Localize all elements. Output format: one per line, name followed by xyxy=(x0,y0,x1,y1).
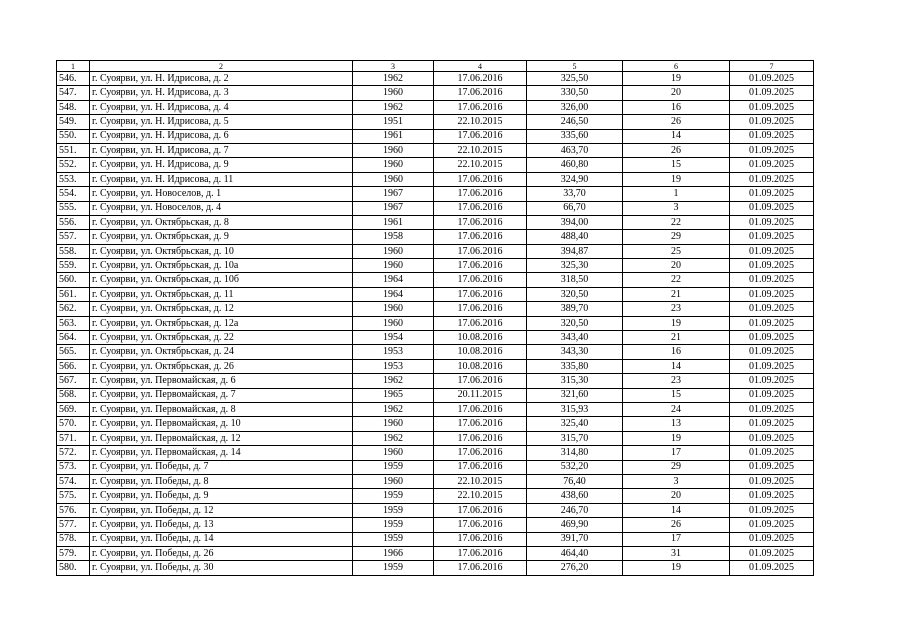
row-number-cell: 578. xyxy=(57,532,90,546)
row-number-cell: 571. xyxy=(57,431,90,445)
address-cell: г. Суоярви, ул. Октябрьская, д. 10а xyxy=(90,259,353,273)
area-cell: 532,20 xyxy=(527,460,623,474)
count-cell: 15 xyxy=(623,158,730,172)
row-number-cell: 547. xyxy=(57,86,90,100)
year-cell: 1960 xyxy=(353,172,434,186)
deadline-cell: 01.09.2025 xyxy=(730,402,814,416)
area-cell: 76,40 xyxy=(527,474,623,488)
deadline-cell: 01.09.2025 xyxy=(730,374,814,388)
row-number-cell: 572. xyxy=(57,446,90,460)
date-cell: 17.06.2016 xyxy=(434,532,527,546)
address-cell: г. Суоярви, ул. Победы, д. 9 xyxy=(90,489,353,503)
deadline-cell: 01.09.2025 xyxy=(730,503,814,517)
deadline-cell: 01.09.2025 xyxy=(730,115,814,129)
address-cell: г. Суоярви, ул. Новоселов, д. 4 xyxy=(90,201,353,215)
row-number-cell: 551. xyxy=(57,143,90,157)
year-cell: 1960 xyxy=(353,302,434,316)
table-row xyxy=(57,302,814,316)
area-cell: 66,70 xyxy=(527,201,623,215)
row-number-cell: 577. xyxy=(57,518,90,532)
date-cell: 22.10.2015 xyxy=(434,143,527,157)
table-row xyxy=(57,129,814,143)
row-number-cell: 550. xyxy=(57,129,90,143)
table-row xyxy=(57,331,814,345)
year-cell: 1959 xyxy=(353,518,434,532)
area-cell: 394,00 xyxy=(527,215,623,229)
row-number-cell: 553. xyxy=(57,172,90,186)
address-cell: г. Суоярви, ул. Октябрьская, д. 26 xyxy=(90,359,353,373)
date-cell: 17.06.2016 xyxy=(434,503,527,517)
date-cell: 17.06.2016 xyxy=(434,561,527,575)
address-cell: г. Суоярви, ул. Октябрьская, д. 12 xyxy=(90,302,353,316)
area-cell: 325,40 xyxy=(527,417,623,431)
deadline-cell: 01.09.2025 xyxy=(730,259,814,273)
column-header: 6 xyxy=(623,61,730,72)
count-cell: 15 xyxy=(623,388,730,402)
table-row xyxy=(57,374,814,388)
table-row xyxy=(57,316,814,330)
area-cell: 320,50 xyxy=(527,316,623,330)
deadline-cell: 01.09.2025 xyxy=(730,129,814,143)
column-header: 4 xyxy=(434,61,527,72)
table-row xyxy=(57,215,814,229)
area-cell: 315,93 xyxy=(527,402,623,416)
area-cell: 391,70 xyxy=(527,532,623,546)
date-cell: 17.06.2016 xyxy=(434,446,527,460)
deadline-cell: 01.09.2025 xyxy=(730,316,814,330)
count-cell: 14 xyxy=(623,359,730,373)
address-cell: г. Суоярви, ул. Октябрьская, д. 10б xyxy=(90,273,353,287)
date-cell: 17.06.2016 xyxy=(434,187,527,201)
row-number-cell: 580. xyxy=(57,561,90,575)
year-cell: 1962 xyxy=(353,431,434,445)
deadline-cell: 01.09.2025 xyxy=(730,230,814,244)
year-cell: 1962 xyxy=(353,374,434,388)
year-cell: 1954 xyxy=(353,331,434,345)
address-cell: г. Суоярви, ул. Октябрьская, д. 12а xyxy=(90,316,353,330)
address-cell: г. Суоярви, ул. Победы, д. 26 xyxy=(90,546,353,560)
date-cell: 17.06.2016 xyxy=(434,244,527,258)
deadline-cell: 01.09.2025 xyxy=(730,331,814,345)
address-cell: г. Суоярви, ул. Победы, д. 8 xyxy=(90,474,353,488)
area-cell: 315,30 xyxy=(527,374,623,388)
year-cell: 1962 xyxy=(353,72,434,86)
area-cell: 325,50 xyxy=(527,72,623,86)
area-cell: 324,90 xyxy=(527,172,623,186)
count-cell: 24 xyxy=(623,402,730,416)
address-cell: г. Суоярви, ул. Победы, д. 7 xyxy=(90,460,353,474)
deadline-cell: 01.09.2025 xyxy=(730,287,814,301)
table-row xyxy=(57,158,814,172)
area-cell: 463,70 xyxy=(527,143,623,157)
date-cell: 17.06.2016 xyxy=(434,431,527,445)
year-cell: 1961 xyxy=(353,215,434,229)
count-cell: 26 xyxy=(623,115,730,129)
year-cell: 1953 xyxy=(353,345,434,359)
deadline-cell: 01.09.2025 xyxy=(730,72,814,86)
area-cell: 394,87 xyxy=(527,244,623,258)
year-cell: 1967 xyxy=(353,187,434,201)
count-cell: 13 xyxy=(623,417,730,431)
deadline-cell: 01.09.2025 xyxy=(730,215,814,229)
count-cell: 1 xyxy=(623,187,730,201)
row-number-cell: 555. xyxy=(57,201,90,215)
address-cell: г. Суоярви, ул. Победы, д. 14 xyxy=(90,532,353,546)
deadline-cell: 01.09.2025 xyxy=(730,172,814,186)
area-cell: 318,50 xyxy=(527,273,623,287)
count-cell: 17 xyxy=(623,532,730,546)
area-cell: 33,70 xyxy=(527,187,623,201)
area-cell: 438,60 xyxy=(527,489,623,503)
date-cell: 17.06.2016 xyxy=(434,72,527,86)
row-number-cell: 549. xyxy=(57,115,90,129)
table-row xyxy=(57,460,814,474)
table-row xyxy=(57,172,814,186)
count-cell: 22 xyxy=(623,273,730,287)
count-cell: 26 xyxy=(623,518,730,532)
year-cell: 1966 xyxy=(353,546,434,560)
count-cell: 23 xyxy=(623,302,730,316)
address-cell: г. Суоярви, ул. Октябрьская, д. 9 xyxy=(90,230,353,244)
date-cell: 17.06.2016 xyxy=(434,172,527,186)
deadline-cell: 01.09.2025 xyxy=(730,143,814,157)
area-cell: 320,50 xyxy=(527,287,623,301)
area-cell: 321,60 xyxy=(527,388,623,402)
row-number-cell: 563. xyxy=(57,316,90,330)
date-cell: 17.06.2016 xyxy=(434,100,527,114)
date-cell: 22.10.2015 xyxy=(434,474,527,488)
table-body xyxy=(57,72,814,576)
row-number-cell: 560. xyxy=(57,273,90,287)
date-cell: 10.08.2016 xyxy=(434,359,527,373)
count-cell: 22 xyxy=(623,215,730,229)
year-cell: 1960 xyxy=(353,316,434,330)
column-header: 7 xyxy=(730,61,814,72)
year-cell: 1960 xyxy=(353,158,434,172)
column-header: 1 xyxy=(57,61,90,72)
table-row xyxy=(57,503,814,517)
year-cell: 1962 xyxy=(353,402,434,416)
address-cell: г. Суоярви, ул. Н. Идрисова, д. 11 xyxy=(90,172,353,186)
year-cell: 1958 xyxy=(353,230,434,244)
table-row xyxy=(57,100,814,114)
row-number-cell: 556. xyxy=(57,215,90,229)
year-cell: 1962 xyxy=(353,100,434,114)
year-cell: 1959 xyxy=(353,503,434,517)
date-cell: 17.06.2016 xyxy=(434,316,527,330)
column-header: 2 xyxy=(90,61,353,72)
address-cell: г. Суоярви, ул. Н. Идрисова, д. 5 xyxy=(90,115,353,129)
column-header: 5 xyxy=(527,61,623,72)
year-cell: 1959 xyxy=(353,561,434,575)
row-number-cell: 564. xyxy=(57,331,90,345)
count-cell: 25 xyxy=(623,244,730,258)
year-cell: 1960 xyxy=(353,474,434,488)
area-cell: 325,30 xyxy=(527,259,623,273)
table-row xyxy=(57,446,814,460)
date-cell: 17.06.2016 xyxy=(434,215,527,229)
row-number-cell: 548. xyxy=(57,100,90,114)
deadline-cell: 01.09.2025 xyxy=(730,359,814,373)
address-cell: г. Суоярви, ул. Новоселов, д. 1 xyxy=(90,187,353,201)
count-cell: 19 xyxy=(623,561,730,575)
area-cell: 315,70 xyxy=(527,431,623,445)
row-number-cell: 559. xyxy=(57,259,90,273)
table-row xyxy=(57,359,814,373)
table-row xyxy=(57,143,814,157)
date-cell: 17.06.2016 xyxy=(434,518,527,532)
deadline-cell: 01.09.2025 xyxy=(730,532,814,546)
date-cell: 17.06.2016 xyxy=(434,86,527,100)
date-cell: 17.06.2016 xyxy=(434,273,527,287)
count-cell: 20 xyxy=(623,86,730,100)
year-cell: 1959 xyxy=(353,489,434,503)
year-cell: 1964 xyxy=(353,287,434,301)
area-cell: 488,40 xyxy=(527,230,623,244)
deadline-cell: 01.09.2025 xyxy=(730,431,814,445)
count-cell: 16 xyxy=(623,345,730,359)
row-number-cell: 546. xyxy=(57,72,90,86)
housing-registry-table xyxy=(56,60,814,576)
count-cell: 21 xyxy=(623,331,730,345)
area-cell: 326,00 xyxy=(527,100,623,114)
count-cell: 29 xyxy=(623,230,730,244)
year-cell: 1967 xyxy=(353,201,434,215)
year-cell: 1951 xyxy=(353,115,434,129)
date-cell: 20.11.2015 xyxy=(434,388,527,402)
address-cell: г. Суоярви, ул. Н. Идрисова, д. 7 xyxy=(90,143,353,157)
address-cell: г. Суоярви, ул. Победы, д. 30 xyxy=(90,561,353,575)
count-cell: 14 xyxy=(623,129,730,143)
area-cell: 330,50 xyxy=(527,86,623,100)
address-cell: г. Суоярви, ул. Октябрьская, д. 11 xyxy=(90,287,353,301)
address-cell: г. Суоярви, ул. Первомайская, д. 14 xyxy=(90,446,353,460)
row-number-cell: 566. xyxy=(57,359,90,373)
row-number-cell: 573. xyxy=(57,460,90,474)
row-number-cell: 575. xyxy=(57,489,90,503)
area-cell: 343,40 xyxy=(527,331,623,345)
count-cell: 19 xyxy=(623,431,730,445)
deadline-cell: 01.09.2025 xyxy=(730,446,814,460)
year-cell: 1960 xyxy=(353,259,434,273)
table-row xyxy=(57,86,814,100)
deadline-cell: 01.09.2025 xyxy=(730,388,814,402)
deadline-cell: 01.09.2025 xyxy=(730,518,814,532)
table-row xyxy=(57,518,814,532)
address-cell: г. Суоярви, ул. Первомайская, д. 12 xyxy=(90,431,353,445)
table-row xyxy=(57,561,814,575)
date-cell: 17.06.2016 xyxy=(434,287,527,301)
column-header: 3 xyxy=(353,61,434,72)
column-number-row xyxy=(57,61,814,72)
deadline-cell: 01.09.2025 xyxy=(730,345,814,359)
row-number-cell: 554. xyxy=(57,187,90,201)
table-row xyxy=(57,388,814,402)
year-cell: 1964 xyxy=(353,273,434,287)
year-cell: 1953 xyxy=(353,359,434,373)
area-cell: 464,40 xyxy=(527,546,623,560)
date-cell: 17.06.2016 xyxy=(434,417,527,431)
area-cell: 460,80 xyxy=(527,158,623,172)
table-row xyxy=(57,431,814,445)
table-row xyxy=(57,532,814,546)
area-cell: 246,70 xyxy=(527,503,623,517)
area-cell: 335,80 xyxy=(527,359,623,373)
table-row xyxy=(57,417,814,431)
year-cell: 1960 xyxy=(353,86,434,100)
count-cell: 19 xyxy=(623,172,730,186)
count-cell: 16 xyxy=(623,100,730,114)
count-cell: 20 xyxy=(623,259,730,273)
year-cell: 1960 xyxy=(353,417,434,431)
address-cell: г. Суоярви, ул. Победы, д. 13 xyxy=(90,518,353,532)
year-cell: 1960 xyxy=(353,143,434,157)
count-cell: 14 xyxy=(623,503,730,517)
row-number-cell: 567. xyxy=(57,374,90,388)
deadline-cell: 01.09.2025 xyxy=(730,489,814,503)
row-number-cell: 565. xyxy=(57,345,90,359)
date-cell: 22.10.2015 xyxy=(434,115,527,129)
date-cell: 17.06.2016 xyxy=(434,201,527,215)
table-row xyxy=(57,259,814,273)
address-cell: г. Суоярви, ул. Первомайская, д. 6 xyxy=(90,374,353,388)
row-number-cell: 574. xyxy=(57,474,90,488)
count-cell: 21 xyxy=(623,287,730,301)
date-cell: 17.06.2016 xyxy=(434,129,527,143)
date-cell: 10.08.2016 xyxy=(434,331,527,345)
deadline-cell: 01.09.2025 xyxy=(730,244,814,258)
deadline-cell: 01.09.2025 xyxy=(730,302,814,316)
row-number-cell: 561. xyxy=(57,287,90,301)
address-cell: г. Суоярви, ул. Первомайская, д. 10 xyxy=(90,417,353,431)
year-cell: 1960 xyxy=(353,244,434,258)
table-row xyxy=(57,287,814,301)
deadline-cell: 01.09.2025 xyxy=(730,460,814,474)
row-number-cell: 568. xyxy=(57,388,90,402)
row-number-cell: 579. xyxy=(57,546,90,560)
count-cell: 3 xyxy=(623,201,730,215)
address-cell: г. Суоярви, ул. Октябрьская, д. 22 xyxy=(90,331,353,345)
address-cell: г. Суоярви, ул. Октябрьская, д. 8 xyxy=(90,215,353,229)
row-number-cell: 558. xyxy=(57,244,90,258)
date-cell: 17.06.2016 xyxy=(434,402,527,416)
date-cell: 17.06.2016 xyxy=(434,259,527,273)
area-cell: 276,20 xyxy=(527,561,623,575)
address-cell: г. Суоярви, ул. Октябрьская, д. 24 xyxy=(90,345,353,359)
table-row xyxy=(57,273,814,287)
table-row xyxy=(57,402,814,416)
deadline-cell: 01.09.2025 xyxy=(730,187,814,201)
deadline-cell: 01.09.2025 xyxy=(730,158,814,172)
table-row xyxy=(57,230,814,244)
deadline-cell: 01.09.2025 xyxy=(730,86,814,100)
deadline-cell: 01.09.2025 xyxy=(730,546,814,560)
area-cell: 389,70 xyxy=(527,302,623,316)
count-cell: 26 xyxy=(623,143,730,157)
table-row xyxy=(57,187,814,201)
area-cell: 246,50 xyxy=(527,115,623,129)
year-cell: 1965 xyxy=(353,388,434,402)
row-number-cell: 562. xyxy=(57,302,90,316)
table-row xyxy=(57,474,814,488)
count-cell: 31 xyxy=(623,546,730,560)
row-number-cell: 557. xyxy=(57,230,90,244)
table-row xyxy=(57,72,814,86)
date-cell: 17.06.2016 xyxy=(434,230,527,244)
deadline-cell: 01.09.2025 xyxy=(730,100,814,114)
area-cell: 343,30 xyxy=(527,345,623,359)
address-cell: г. Суоярви, ул. Н. Идрисова, д. 3 xyxy=(90,86,353,100)
area-cell: 335,60 xyxy=(527,129,623,143)
date-cell: 22.10.2015 xyxy=(434,158,527,172)
address-cell: г. Суоярви, ул. Первомайская, д. 8 xyxy=(90,402,353,416)
address-cell: г. Суоярви, ул. Первомайская, д. 7 xyxy=(90,388,353,402)
address-cell: г. Суоярви, ул. Н. Идрисова, д. 9 xyxy=(90,158,353,172)
count-cell: 29 xyxy=(623,460,730,474)
row-number-cell: 570. xyxy=(57,417,90,431)
row-number-cell: 569. xyxy=(57,402,90,416)
count-cell: 19 xyxy=(623,316,730,330)
table-row xyxy=(57,115,814,129)
date-cell: 17.06.2016 xyxy=(434,302,527,316)
deadline-cell: 01.09.2025 xyxy=(730,273,814,287)
count-cell: 17 xyxy=(623,446,730,460)
table-row xyxy=(57,489,814,503)
date-cell: 10.08.2016 xyxy=(434,345,527,359)
count-cell: 3 xyxy=(623,474,730,488)
year-cell: 1960 xyxy=(353,446,434,460)
row-number-cell: 576. xyxy=(57,503,90,517)
count-cell: 19 xyxy=(623,72,730,86)
deadline-cell: 01.09.2025 xyxy=(730,201,814,215)
address-cell: г. Суоярви, ул. Победы, д. 12 xyxy=(90,503,353,517)
date-cell: 17.06.2016 xyxy=(434,460,527,474)
table-row xyxy=(57,345,814,359)
deadline-cell: 01.09.2025 xyxy=(730,561,814,575)
table-row xyxy=(57,546,814,560)
table-row xyxy=(57,244,814,258)
deadline-cell: 01.09.2025 xyxy=(730,417,814,431)
year-cell: 1961 xyxy=(353,129,434,143)
date-cell: 22.10.2015 xyxy=(434,489,527,503)
address-cell: г. Суоярви, ул. Октябрьская, д. 10 xyxy=(90,244,353,258)
year-cell: 1959 xyxy=(353,460,434,474)
area-cell: 469,90 xyxy=(527,518,623,532)
address-cell: г. Суоярви, ул. Н. Идрисова, д. 2 xyxy=(90,72,353,86)
address-cell: г. Суоярви, ул. Н. Идрисова, д. 6 xyxy=(90,129,353,143)
count-cell: 20 xyxy=(623,489,730,503)
deadline-cell: 01.09.2025 xyxy=(730,474,814,488)
year-cell: 1959 xyxy=(353,532,434,546)
count-cell: 23 xyxy=(623,374,730,388)
area-cell: 314,80 xyxy=(527,446,623,460)
row-number-cell: 552. xyxy=(57,158,90,172)
address-cell: г. Суоярви, ул. Н. Идрисова, д. 4 xyxy=(90,100,353,114)
date-cell: 17.06.2016 xyxy=(434,546,527,560)
date-cell: 17.06.2016 xyxy=(434,374,527,388)
table-row xyxy=(57,201,814,215)
